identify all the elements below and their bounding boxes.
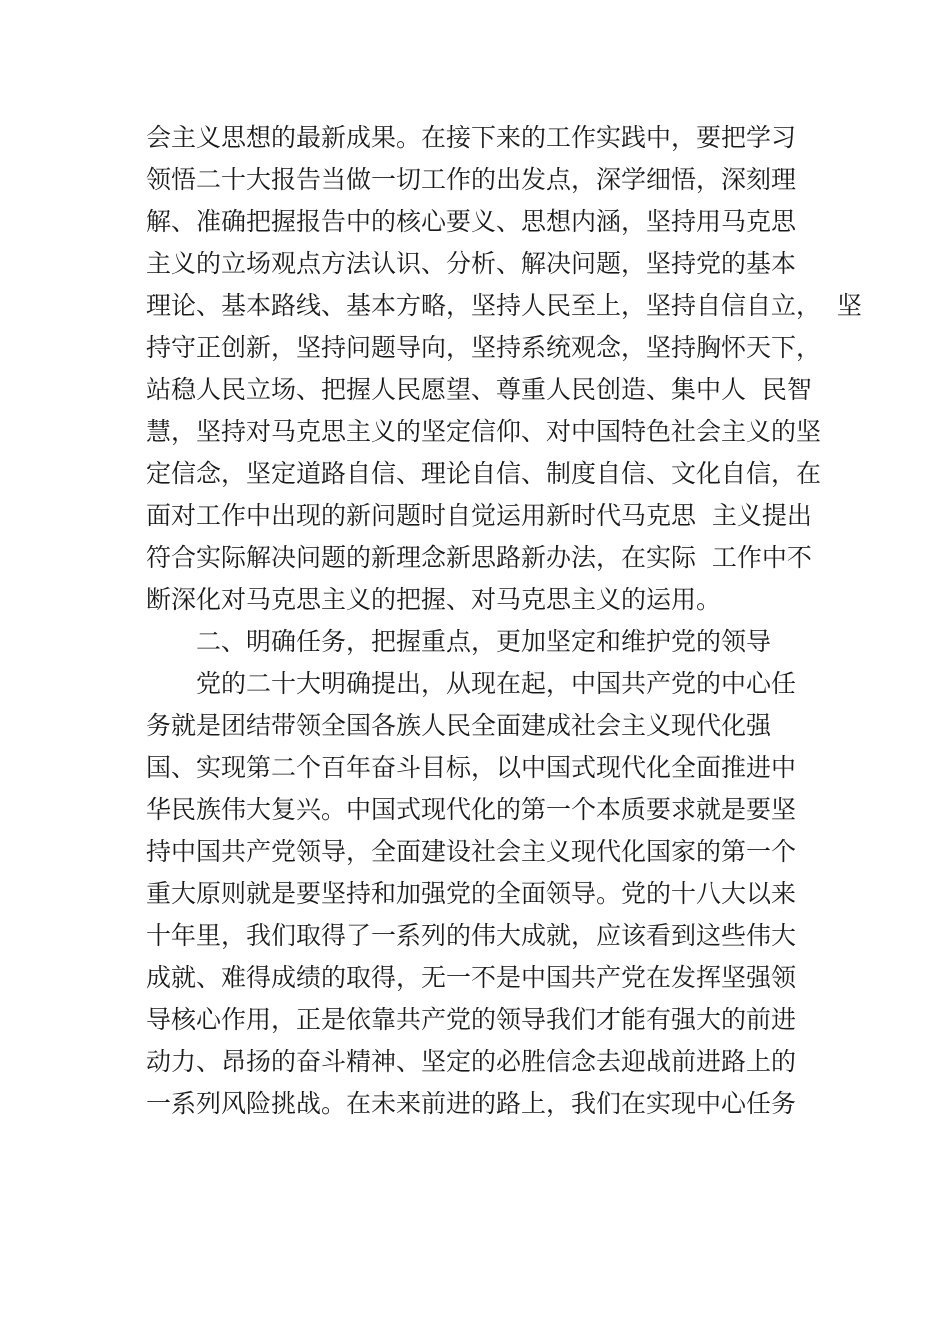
text-line: 理论、基本路线、基本方略，坚持人民至上，坚持自信自立， 坚 (146, 291, 862, 320)
text-line: 华民族伟大复兴。中国式现代化的第一个本质要求就是要坚 (146, 795, 797, 824)
text-line: 断深化对马克思主义的把握、对马克思主义的运用。 (146, 585, 722, 614)
document-body (146, 117, 862, 1125)
paragraph-2 (146, 663, 846, 1125)
text-line: 主义的立场观点方法认识、分析、解决问题，坚持党的基本 (146, 249, 797, 278)
text-line: 定信念，坚定道路自信、理论自信、制度自信、文化自信，在 (146, 459, 822, 488)
text-line: 会主义思想的最新成果。在接下来的工作实践中，要把学习 (146, 123, 797, 152)
text-line: 国、实现第二个百年奋斗目标，以中国式现代化全面推进中 (146, 753, 797, 782)
text-line: 持守正创新，坚持问题导向，坚持系统观念，坚持胸怀天下， (146, 333, 822, 362)
paragraph-1 (146, 117, 862, 621)
text-line: 解、准确把握报告中的核心要义、思想内涵，坚持用马克思 (146, 207, 797, 236)
text-line: 面对工作中出现的新问题时自觉运用新时代马克思 主义提出 (146, 501, 812, 530)
section-heading: 二、明确任务，把握重点，更加坚定和维护党的领导 (196, 627, 772, 656)
text-line: 慧，坚持对马克思主义的坚定信仰、对中国特色社会主义的坚 (146, 417, 822, 446)
text-line: 务就是团结带领全国各族人民全面建成社会主义现代化强 (146, 711, 772, 740)
text-line: 成就、难得成绩的取得，无一不是中国共产党在发挥坚强领 (146, 963, 797, 992)
text-line: 站稳人民立场、把握人民愿望、尊重人民创造、集中人 民智 (146, 375, 812, 404)
text-line: 一系列风险挑战。在未来前进的路上，我们在实现中心任务 (146, 1089, 797, 1118)
text-line: 持中国共产党领导，全面建设社会主义现代化国家的第一个 (146, 837, 797, 866)
text-line: 导核心作用，正是依靠共产党的领导我们才能有强大的前进 (146, 1005, 797, 1034)
text-line: 领悟二十大报告当做一切工作的出发点，深学细悟，深刻理 (146, 165, 797, 194)
text-line: 重大原则就是要坚持和加强党的全面领导。党的十八大以来 (146, 879, 797, 908)
text-line: 符合实际解决问题的新理念新思路新办法，在实际 工作中不 (146, 543, 812, 572)
text-line: 党的二十大明确提出，从现在起，中国共产党的中心任 (196, 669, 797, 698)
text-line: 动力、昂扬的奋斗精神、坚定的必胜信念去迎战前进路上的 (146, 1047, 797, 1076)
text-line: 十年里，我们取得了一系列的伟大成就，应该看到这些伟大 (146, 921, 797, 950)
